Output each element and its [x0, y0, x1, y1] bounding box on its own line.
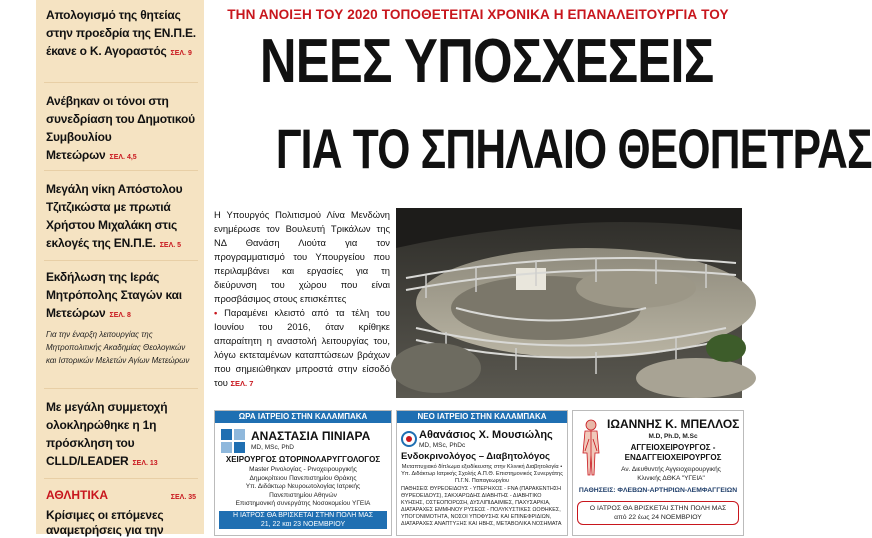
ad-line: Πανεπιστημίου Αθηνών: [269, 491, 337, 499]
sidebar-item-title: Κρίσιμες οι επόμενες αναμετρήσεις για την: [46, 508, 164, 537]
endocrinology-logo-icon: [401, 431, 417, 447]
cave-photo: [396, 208, 742, 398]
ad-footer-line: Η ΙΑΤΡΟΣ ΘΑ ΒΡΙΣΚΕΤΑΙ ΣΤΗΝ ΠΟΛΗ ΜΑΣ: [232, 512, 374, 519]
divider: [44, 478, 198, 479]
page-ref: ΣΕΛ. 4,5: [109, 154, 137, 161]
ad-footer-line: από 22 έως 24 ΝΟΕΜΒΡΙΟΥ: [614, 514, 702, 521]
doctor-ad-mousiolis[interactable]: [396, 410, 568, 536]
ad-line: Υπ. Διδάκτωρ Νευροωτολογίας Ιατρικής: [245, 483, 361, 490]
sidebar-item-title: Απολογισμό της θητείας στην προεδρία της ΕΝ.Π.Ε. έκανε ο Κ. Αγοραστός: [46, 8, 196, 58]
main-headline-line1[interactable]: ΝΕΕΣ ΥΠΟΣΧΕΣΕΙΣ: [259, 27, 714, 96]
sidebar-item[interactable]: [46, 488, 196, 538]
ad-banner: ΩΡΑ ΙΑΤΡΕΙΟ ΣΤΗΝ ΚΑΛΑΜΠΑΚΑ: [215, 411, 391, 423]
doctor-name: ΙΩΑΝΝΗΣ Κ. ΜΠΕΛΛΟΣ: [607, 417, 740, 431]
sidebar-item[interactable]: [46, 268, 196, 367]
divider: [44, 388, 198, 389]
ad-text: ΠΑΘΗΣΕΙΣ ΘΥΡΕΟΕΙΔΟΥΣ - ΥΠΕΡΗΧΟΣ - FNA (ΠΑΡΑΚΕΝΤΗΣΗ ΘΥΡΕΟΕΙΔΟΥΣ), ΣΑΚΧΑΡΩΔΗΣ ΔΙΑΒΗΤΗΣ - ΔΙΑΒΗΤΙΚΟ ΚΥΗΣΗΣ, ΟΣΤΕΟΠΟΡΩΣΗ, ΔΥΣΛΙΠΙΔΑΙΜΙΕΣ, ΠΑΧΥΣΑΡΚΙΑ, ΔΙΑΤΑΡΑΧΕΣ ΕΜΜΗΝΟΥ ΡΥΣΕΩΣ - ΠΟΛΥΚΥΣΤΙΚΕΣ ΩΟΘΗΚΕΣ, ΥΠΟΓΟΝΙΜΟΤΗΤΑ, ΝΟΣΟΙ ΥΠΟΦΥΣΗΣ ΚΑΙ ΕΠΙΝΕΦΡΙΔΙΩΝ, ΔΙΑΤΑΡΑΧΕΣ ΑΝΑΠΤΥΞΗΣ ΚΑΙ ΗΒΗΣ, ΜΕΤΑΒΟΛΙΚΑ ΝΟΣΗΜΑΤΑ: [401, 486, 562, 527]
diseases-line: ΠΑΘΗΣΕΙΣ: ΦΛΕΒΩΝ-ΑΡΤΗΡΙΩΝ-ΛΕΜΦΑΓΓΕΙΩΝ: [578, 487, 738, 494]
bullet-icon: •: [214, 307, 218, 318]
ad-text-block: [215, 466, 391, 509]
ad-footer: [577, 501, 739, 525]
article-paragraph: Παραμένει κλειστό από τα τέλη του Ιουνίου του 2016, όταν κρίθηκε απαραίτητη η αναστολή λειτουργίας του, λόγω εκτεταμένων καταπτώσεων βράχων που σημειώθηκαν μπροστά στην είσοδό του: [214, 307, 390, 388]
page-ref[interactable]: ΣΕΛ. 7: [230, 379, 254, 388]
ad-line: Δημοκρίτειου Πανεπιστημίου Θράκης: [249, 474, 357, 482]
page-ref: ΣΕΛ. 5: [159, 242, 182, 249]
ad-line: Master Ρινολογίας - Ρινοχειρουργικής: [249, 466, 357, 473]
divider: [44, 82, 198, 83]
ent-logo-icon: [221, 429, 245, 453]
page-ref: ΣΕΛ. 35: [170, 494, 196, 501]
lead-article-text: [214, 208, 390, 391]
ad-line: Επιστημονική συνεργάτης Νοσοκομείου ΥΓΕΙΑ: [235, 500, 371, 507]
ad-line: Κλινικής ΔΘΚΑ "ΥΓΕΙΑ": [637, 474, 705, 482]
sidebar-item-title: Εκδήλωση της Ιεράς Μητρόπολης Σταγών και Μετεώρων: [46, 270, 182, 320]
ad-footer: [219, 511, 387, 529]
doctor-credentials: MD, MSc, PhD: [251, 444, 294, 451]
headline-kicker: ΤΗΝ ΑΝΟΙΞΗ ΤΟΥ 2020 ΤΟΠΟΘΕΤΕΙΤΑΙ ΧΡΟΝΙΚΑ Η ΕΠΑΝΑΛΕΙΤΟΥΡΓΙΑ ΤΟΥ: [227, 6, 729, 22]
page-ref: ΣΕΛ. 13: [132, 460, 158, 467]
ad-footer-line: Ο ΙΑΤΡΟΣ ΘΑ ΒΡΙΣΚΕΤΑΙ ΣΤΗΝ ΠΟΛΗ ΜΑΣ: [589, 505, 727, 512]
vascular-body-icon: [579, 419, 603, 477]
doctor-ad-bellos[interactable]: [572, 410, 744, 536]
ad-footer-line: 21, 22 και 23 ΝΟΕΜΒΡΙΟΥ: [260, 521, 346, 528]
doctor-credentials: MD, MSc, PhDc: [419, 442, 466, 449]
page-ref: ΣΕΛ. 8: [109, 312, 131, 319]
sidebar-item[interactable]: [46, 6, 196, 60]
ad-banner: ΝΕΟ ΙΑΤΡΕΙΟ ΣΤΗΝ ΚΑΛΑΜΠΑΚΑ: [397, 411, 567, 423]
sidebar-item[interactable]: [46, 398, 196, 470]
sidebar-news-column: [36, 0, 204, 537]
cave-photo-illustration: [396, 208, 742, 398]
ad-text: Μεταπτυχιακό δίπλωμα εξειδίκευσης στην Κλινική Διαβητολογία • Υπ. Διδάκτωρ Ιατρικής Σχολής Α.Π.Θ. Επιστημονικός Συνεργάτης Π.Γ.Ν. Παπαγεωργίου: [401, 464, 563, 484]
doctor-ad-piniara[interactable]: [214, 410, 392, 536]
sidebar-item-title: Μεγάλη νίκη Απόστολου Τζιτζικώστα με πρωτιά Χρήστου Μιχαλάκη στις εκλογές της ΕΝ.Π.Ε.: [46, 182, 183, 250]
specialty-line: ΑΓΓΕΙΟΧΕΙΡΟΥΡΓΟΣ -: [630, 443, 716, 452]
sidebar-item-title: Ανέβηκαν οι τόνοι στη συνεδρίαση του Δημοτικού Συμβουλίου Μετεώρων: [46, 94, 195, 162]
sidebar-item-title: Με μεγάλη συμμετοχή ολοκληρώθηκε η 1η πρόσκληση του CLLD/LEADER: [46, 400, 168, 468]
specialty-line: ΕΝΔΑΓΓΕΙΟΧΕΙΡΟΥΡΓΟΣ: [624, 453, 722, 462]
doctor-name: ΑΝΑΣΤΑΣΙΑ ΠΙΝΙΑΡΑ: [251, 429, 371, 443]
divider: [44, 170, 198, 171]
section-label: ΑΘΛΗΤΙΚΑ: [46, 488, 109, 502]
doctor-specialty: ΧΕΙΡΟΥΡΓΟΣ ΩΤΟΡΙΝΟΛΑΡΥΓΓΟΛΟΓΟΣ: [225, 455, 381, 464]
ad-line: Αν. Διευθυντής Αγγειοχειρουργικής: [621, 466, 721, 473]
sidebar-item[interactable]: [46, 180, 196, 252]
page-ref: ΣΕΛ. 9: [170, 50, 192, 57]
main-headline-line2[interactable]: ΓΙΑ ΤΟ ΣΠΗΛΑΙΟ ΘΕΟΠΕΤΡΑΣ: [275, 117, 872, 180]
doctor-name: Αθανάσιος Χ. Μουσιώλης: [419, 429, 553, 441]
article-paragraph: Η Υπουργός Πολιτισμού Λίνα Μενδώνη ενημέρωσε τον Βουλευτή Τρικάλων της ΝΔ Θανάση Λιούτα για τον προγραμματισμό του Υπουργείου που περιλαμβάνει και εργασίες για τη διεύρυνση του χώρου που είναι προσβάσιμος στους επισκέπτες: [214, 209, 390, 304]
sidebar-item-subtitle: Για την έναρξη λειτουργίας της Μητροπολιτικής Ακαδημίας Θεολογικών και Ιστορικών Μελετών Αγίων Μετεώρων: [46, 330, 190, 365]
ad-text-block: [603, 466, 739, 483]
doctor-specialty: [607, 443, 739, 463]
sidebar-item[interactable]: [46, 92, 196, 164]
doctor-credentials: M.D, Ph.D, M.Sc: [648, 433, 698, 440]
divider: [44, 260, 198, 261]
doctor-specialty: Ενδοκρινολόγος – Διαβητολόγος: [401, 451, 550, 462]
